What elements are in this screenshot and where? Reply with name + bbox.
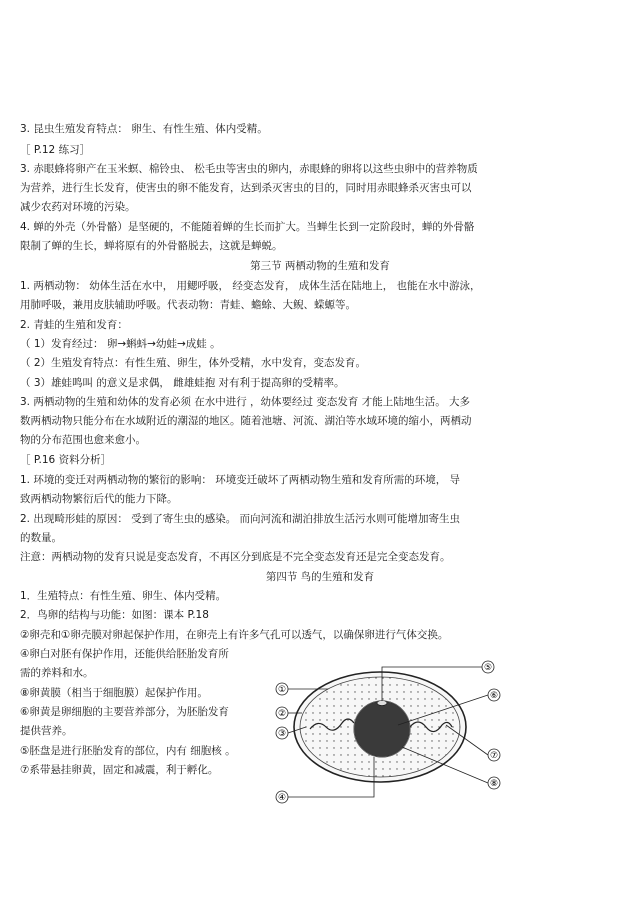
text-line: 2．鸟卵的结构与功能：如图：课本 P.18 [20, 609, 209, 621]
text-line: 2. 出现畸形蛙的原因： 受到了寄生虫的感染。 而向河流和湖泊排放生活污水则可能增加寄生虫 [20, 513, 461, 525]
diagram-label-7: ⑦ [489, 751, 499, 761]
text-line: 减少农药对环境的污染。 [20, 201, 136, 213]
text-line: 3. 赤眼蜂将卵产在玉米螟、棉铃虫、 松毛虫等害虫的卵内，赤眼蜂的卵将以这些虫卵中的营养物质 [20, 163, 478, 175]
text-line: 提供营养。 [20, 725, 73, 737]
section-heading-amphibians: 第三节 两栖动物的生殖和发育 [250, 260, 390, 272]
text-line: 致两栖动物繁衍后代的能力下降。 [20, 493, 178, 505]
text-line: 1．生殖特点：有性生殖、卵生、体内受精。 [20, 590, 227, 602]
text-line: 限制了蝉的生长，蝉将原有的外骨骼脱去，这就是蝉蜕。 [20, 240, 283, 252]
text-line: 的数量。 [20, 532, 62, 544]
text-line: 1. 环境的变迁对两栖动物的繁衍的影响： 环境变迁破坏了两栖动物生殖和发育所需的环境， 导 [20, 474, 461, 486]
text-line: ⑧卵黄膜（相当于细胞膜）起保护作用。 [20, 687, 208, 699]
diagram-label-4: ④ [277, 793, 287, 803]
text-line: 数两栖动物只能分布在水域附近的潮湿的地区。随着池塘、河流、湖泊等水域环境的缩小，两栖动 [20, 415, 472, 427]
germinal-disc-shape [377, 701, 387, 706]
diagram-label-3: ③ [277, 729, 287, 739]
egg-structure-diagram [262, 655, 512, 815]
text-line: 2. 青蛙的生殖和发育： [20, 319, 128, 331]
diagram-label-5: ⑤ [483, 663, 493, 673]
text-line: ⑤胚盘是进行胚胎发育的部位，内有 细胞核 。 [20, 745, 236, 757]
text-line: （ 2）生殖发育特点：有性生殖、卵生，体外受精，水中发育，变态发育。 [20, 357, 367, 369]
text-line: （ 3）雄蛙鸣叫 的意义是求偶， 雌雄蛙抱 对有利于提高卵的受精率。 [20, 377, 345, 389]
text-line: ［ P.12 练习］ [20, 144, 91, 156]
text-line: 3. 两栖动物的生殖和幼体的发育必须 在水中进行 ，幼体要经过 变态发育 才能上陆地生活。 大多 [20, 396, 471, 408]
text-line: ④卵白对胚有保护作用，还能供给胚胎发育所 [20, 648, 229, 660]
text-line: ②卵壳和①卵壳膜对卵起保护作用，在卵壳上有许多气孔可以透气，以确保卵进行气体交换。 [20, 629, 449, 641]
text-line: 用肺呼吸，兼用皮肤辅助呼吸。代表动物：青蛙、蟾蜍、大鲵、蝾螈等。 [20, 299, 356, 311]
text-line: 为营养，进行生长发育，使害虫的卵不能发育，达到杀灭害虫的目的，同时用赤眼蜂杀灭害虫可以 [20, 182, 472, 194]
diagram-label-1: ① [277, 685, 287, 695]
diagram-label-6: ⑥ [489, 691, 499, 701]
text-line: 4. 蝉的外壳（外骨骼）是坚硬的，不能随着蝉的生长而扩大。当蝉生长到一定阶段时，蝉的外骨骼 [20, 221, 475, 233]
text-line: （ 1）发育经过： 卵→蝌蚪→幼蛙→成蛙 。 [20, 338, 221, 350]
text-line: 1. 两栖动物： 幼体生活在水中， 用鳃呼吸， 经变态发育， 成体生活在陆地上， 也能在水中游泳， [20, 280, 481, 292]
text-line: ［ P.16 资料分析］ [20, 454, 112, 466]
text-line: 3. 昆虫生殖发育特点： 卵生、有性生殖、体内受精。 [20, 123, 268, 135]
text-line: 需的养料和水。 [20, 667, 94, 679]
text-line: 注意：两栖动物的发育只说是变态发育，不再区分到底是不完全变态发育还是完全变态发育。 [20, 551, 451, 563]
diagram-label-8: ⑧ [489, 779, 499, 789]
text-line: ⑥卵黄是卵细胞的主要营养部分，为胚胎发育 [20, 706, 229, 718]
text-line: ⑦系带悬挂卵黄，固定和减震，利于孵化。 [20, 764, 219, 776]
diagram-label-2: ② [277, 709, 287, 719]
section-heading-birds: 第四节 鸟的生殖和发育 [265, 571, 375, 583]
text-line: 物的分布范围也愈来愈小。 [20, 434, 146, 446]
